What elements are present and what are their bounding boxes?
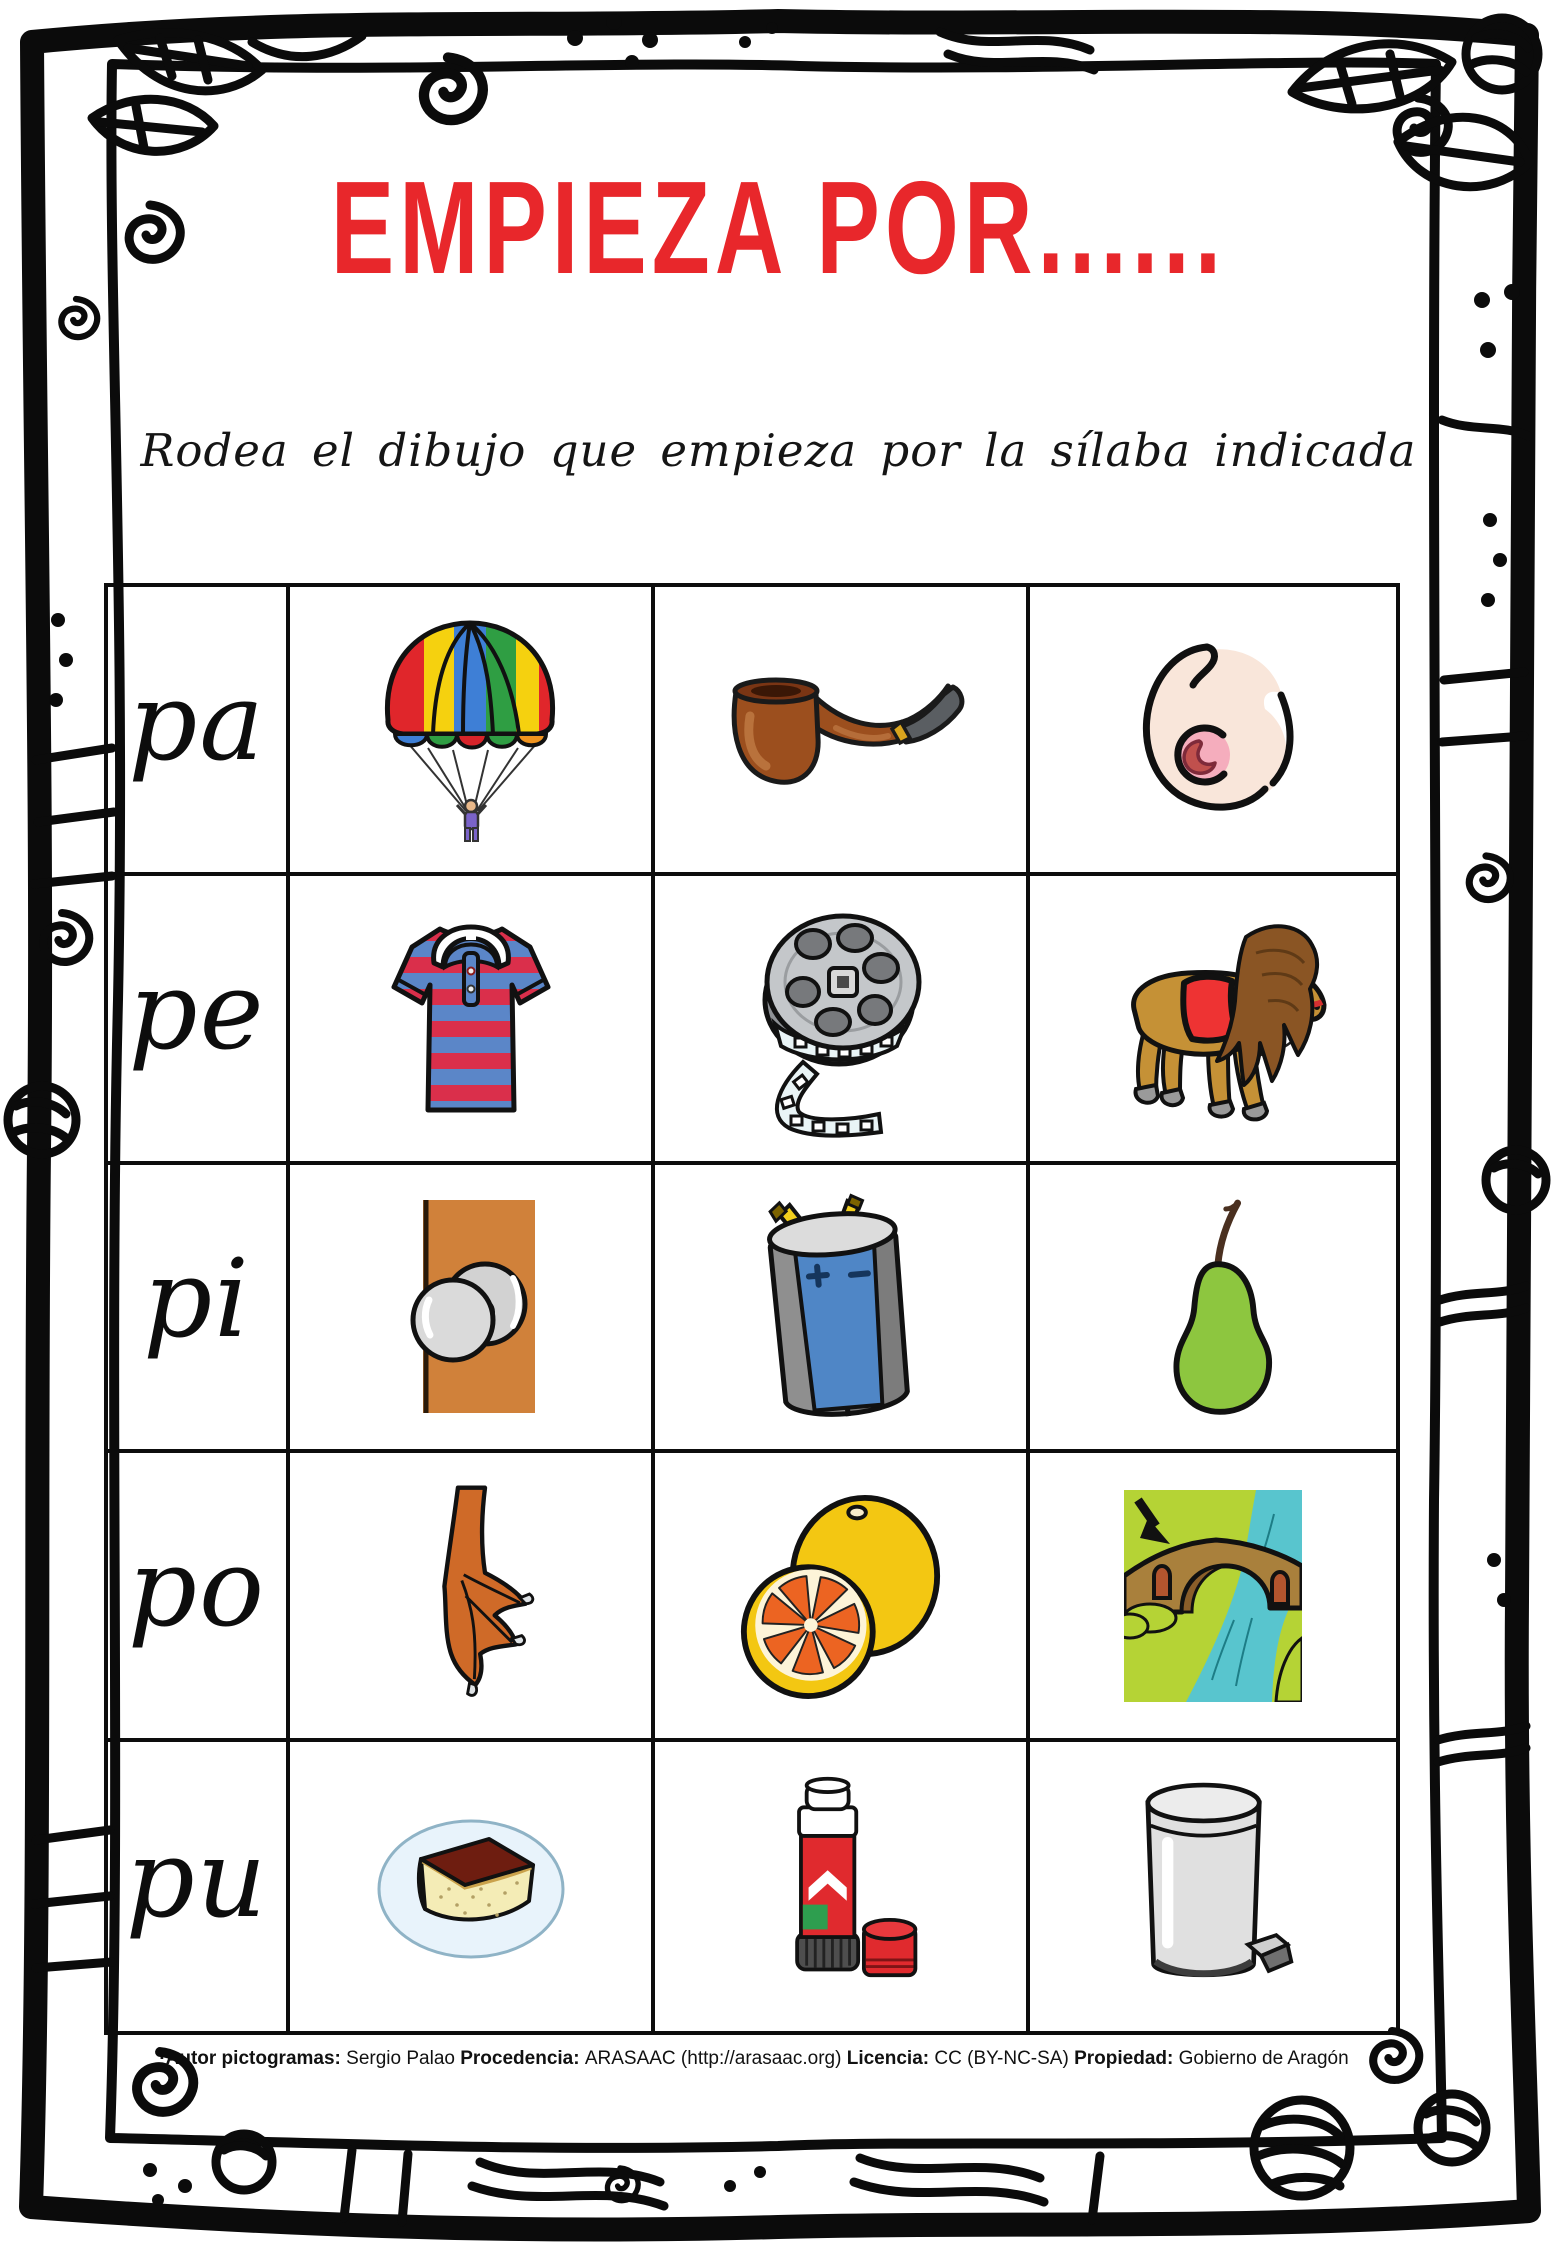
- syllable-label: pa: [128, 659, 266, 785]
- option-pa-parachute[interactable]: [290, 587, 655, 876]
- striped-polo-shirt-image: [387, 907, 555, 1129]
- credit-label: Propiedad:: [1074, 2048, 1179, 2069]
- duck-foot-image: [398, 1480, 543, 1712]
- option-pi-pear[interactable]: [1030, 1165, 1396, 1454]
- pudding-slice-image: [369, 1797, 573, 1977]
- syllable-label: po: [127, 1526, 267, 1652]
- credit-value: Gobierno de Aragón: [1178, 2048, 1349, 2069]
- option-po-duck-foot[interactable]: [290, 1453, 655, 1742]
- credit-value: CC (BY-NC-SA): [934, 2048, 1075, 2069]
- parachute-image: [378, 615, 563, 843]
- syllable-cell-pa: [108, 587, 290, 876]
- option-pi-battery[interactable]: [655, 1165, 1030, 1454]
- option-pa-pipe[interactable]: [655, 587, 1030, 876]
- option-pe-pony[interactable]: [1030, 876, 1396, 1165]
- breast-image: [1111, 637, 1316, 822]
- glue-stick-image: [755, 1773, 927, 2000]
- option-pe-shirt[interactable]: [290, 876, 655, 1165]
- option-pe-film-reel[interactable]: [655, 876, 1030, 1165]
- door-knob-image: [401, 1194, 541, 1419]
- smoking-pipe-image: [716, 662, 966, 797]
- option-pi-door-knob[interactable]: [290, 1165, 655, 1454]
- pony-image: [1096, 913, 1331, 1123]
- option-pu-trash-bin[interactable]: [1030, 1742, 1396, 2031]
- syllable-label: pi: [143, 1237, 251, 1363]
- credit-label: Licencia:: [846, 2048, 935, 2069]
- worksheet-table: [104, 583, 1400, 2035]
- syllable-cell-pe: [108, 876, 290, 1165]
- syllable-cell-pu: [108, 1742, 290, 2031]
- film-reel-image: [751, 896, 931, 1141]
- option-po-bridge[interactable]: [1030, 1453, 1396, 1742]
- credits-line: [104, 2048, 1404, 2070]
- syllable-label: pu: [125, 1817, 269, 1943]
- credit-value: ARASAAC (http://arasaac.org): [584, 2048, 847, 2069]
- page-title: EMPIEZA POR......: [330, 154, 1227, 301]
- option-pu-glue-stick[interactable]: [655, 1742, 1030, 2031]
- page-subtitle: Rodea el dibujo que empieza por la sílaba indicada: [140, 424, 1417, 477]
- syllable-label: pe: [128, 948, 266, 1074]
- syllable-cell-po: [108, 1453, 290, 1742]
- pear-image: [1149, 1193, 1277, 1420]
- credit-value: Sergio Palao: [346, 2048, 461, 2069]
- grapefruit-image: [738, 1483, 943, 1708]
- bridge-over-river-image: [1124, 1490, 1302, 1702]
- syllable-cell-pi: [108, 1165, 290, 1454]
- option-pu-pudding[interactable]: [290, 1742, 655, 2031]
- option-po-grapefruit[interactable]: [655, 1453, 1030, 1742]
- pedal-trash-bin-image: [1129, 1774, 1297, 2000]
- credit-label: Procedencia:: [460, 2048, 585, 2069]
- battery-image: [763, 1192, 918, 1422]
- option-pa-breast[interactable]: [1030, 587, 1396, 876]
- credit-label: ·Autor pictogramas:: [159, 2048, 347, 2069]
